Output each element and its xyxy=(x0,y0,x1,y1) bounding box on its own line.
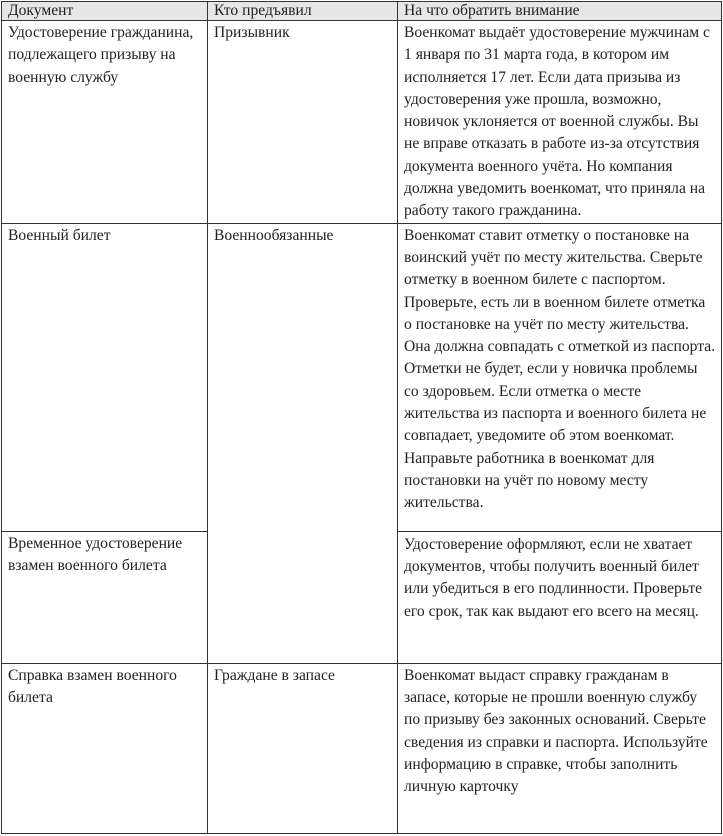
document-cell: Справка взамен военного билета xyxy=(2,663,208,833)
notes-cell: Военкомат выдаст справку гражданам в запасе, которые не прошли военную службу по призыву без законных оснований. Сверьте сведения из справки и паспорта. Используйте информацию в справке, чтобы заполнить личную карточку xyxy=(398,663,722,833)
table-row xyxy=(2,223,722,531)
document-cell: Военный билет xyxy=(2,223,208,531)
table-row xyxy=(2,663,722,833)
table-header-row xyxy=(2,2,722,21)
who-cell: Граждане в запасе xyxy=(208,663,398,833)
documents-table xyxy=(1,1,722,834)
who-cell: Призывник xyxy=(208,21,398,224)
header-document: Документ xyxy=(2,2,208,21)
table-row xyxy=(2,21,722,224)
document-cell: Временное удостоверение взамен военного билета xyxy=(2,531,208,663)
header-notes: На что обратить внимание xyxy=(398,2,722,21)
who-cell: Военнообязанные xyxy=(208,223,398,663)
notes-cell: Военкомат выдаёт удостоверение мужчинам с 1 января по 31 марта года, в котором им исполняется 17 лет. Если дата призыва из удостоверения уже прошла, возможно, новичок уклоняется от военной службы. Вы не вправе отказать в работе из-за отсутствия документа военного учёта. Но компания должна уведомить военкомат, что приняла на работу такого гражданина. xyxy=(398,21,722,224)
document-cell: Удостоверение гражданина, подлежащего призыву на военную службу xyxy=(2,21,208,224)
notes-cell: Удостоверение оформляют, если не хватает документов, чтобы получить военный билет или убедиться в его подлинности. Проверьте его срок, так как выдают его всего на месяц. xyxy=(398,531,722,663)
notes-cell: Военкомат ставит отметку о постановке на воинский учёт по месту жительства. Сверьте отметку в военном билете с паспортом. Проверьте, есть ли в военном билете отметка о постановке на учёт по месту жительства. Она должна совпадать с отметкой из паспорта. Отметки не будет, если у новичка проблемы со здоровьем. Если отметка о месте жительства из паспорта и военного билета не совпадает, уведомите об этом военкомат. Направьте работника в военкомат для постановки на учёт по новому месту жительства. xyxy=(398,223,722,531)
header-who: Кто предъявил xyxy=(208,2,398,21)
